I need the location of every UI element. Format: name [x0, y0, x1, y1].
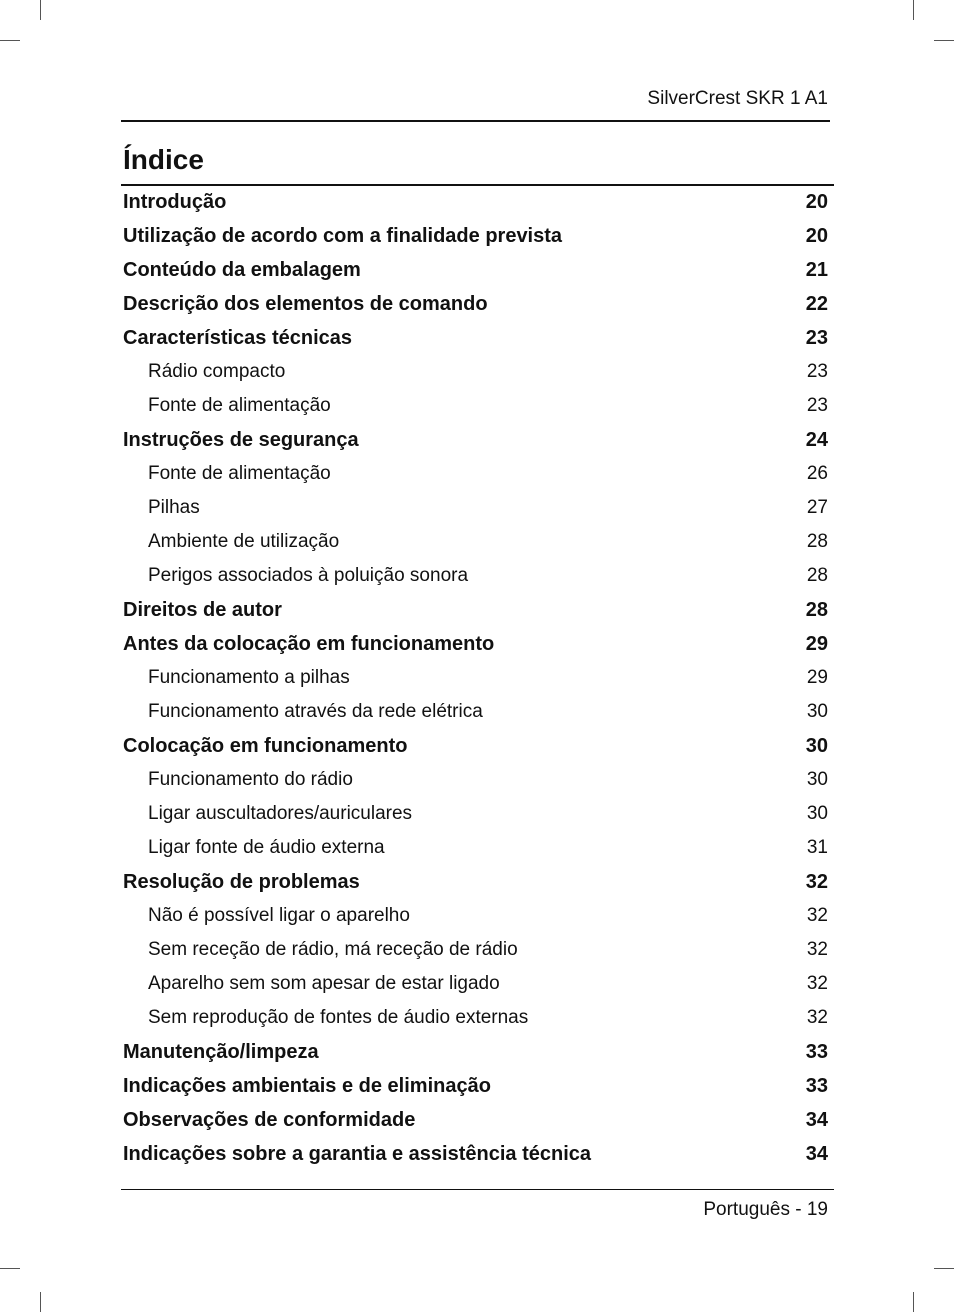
toc-subentry[interactable]: [123, 797, 828, 831]
toc-entry[interactable]: [123, 729, 828, 763]
toc-entry-label: Ambiente de utilização: [148, 531, 340, 552]
toc-entry-label: Instruções de segurança: [123, 429, 359, 451]
toc-entry-page-number: 32: [806, 973, 828, 994]
toc-subentry[interactable]: [123, 661, 828, 695]
crop-mark: [0, 40, 20, 41]
toc-entry-label: Sem receção de rádio, má receção de rádio: [148, 939, 518, 960]
toc-subentry[interactable]: [123, 967, 828, 1001]
crop-mark: [934, 40, 954, 41]
header-rule: [121, 120, 830, 122]
toc-subentry[interactable]: [123, 355, 828, 389]
toc-entry-page-number: 28: [806, 565, 828, 586]
toc-entry[interactable]: [123, 253, 828, 287]
crop-mark: [40, 1292, 41, 1312]
footer-rule: [121, 1189, 834, 1190]
toc-entry[interactable]: [123, 865, 828, 899]
toc-entry-page-number: 30: [806, 803, 828, 824]
toc-entry[interactable]: [123, 321, 828, 355]
crop-mark: [40, 0, 41, 20]
toc-entry-label: Direitos de autor: [123, 599, 282, 621]
footer-page-label: Português - 19: [703, 1199, 828, 1220]
toc-entry-page-number: 34: [805, 1109, 828, 1131]
toc-subentry[interactable]: [123, 559, 828, 593]
toc-entry[interactable]: [123, 1103, 828, 1137]
toc-entry-page-number: 33: [805, 1075, 828, 1097]
toc-entry-page-number: 28: [805, 599, 828, 621]
toc-subentry[interactable]: [123, 695, 828, 729]
toc-entry-page-number: 26: [806, 463, 828, 484]
toc-subentry[interactable]: [123, 1001, 828, 1035]
toc-entry-label: Colocação em funcionamento: [123, 735, 408, 757]
toc-entry-label: Perigos associados à poluição sonora: [148, 565, 469, 586]
toc-entry-label: Manutenção/limpeza: [123, 1041, 319, 1063]
toc-subentry[interactable]: [123, 763, 828, 797]
toc-entry-label: Indicações sobre a garantia e assistência técnica: [123, 1143, 592, 1165]
toc-entry-page-number: 24: [805, 429, 828, 451]
toc-subentry[interactable]: [123, 389, 828, 423]
toc-entry-page-number: 22: [805, 293, 828, 315]
toc-entry-page-number: 33: [805, 1041, 828, 1063]
toc-entry[interactable]: [123, 1137, 828, 1171]
crop-mark: [913, 1292, 914, 1312]
toc-entry-page-number: 27: [806, 497, 828, 518]
toc-entry-label: Utilização de acordo com a finalidade prevista: [123, 225, 563, 247]
toc-entry-label: Características técnicas: [123, 327, 353, 349]
toc-entry-label: Não é possível ligar o aparelho: [148, 905, 410, 926]
toc-entry-label: Introdução: [123, 191, 227, 213]
toc-subentry[interactable]: [123, 491, 828, 525]
toc-entry-label: Ligar auscultadores/auriculares: [148, 803, 413, 824]
toc-entry-label: Ligar fonte de áudio externa: [148, 837, 385, 858]
toc-entry-page-number: 30: [806, 769, 828, 790]
toc-subentry[interactable]: [123, 899, 828, 933]
toc-subentry[interactable]: [123, 831, 828, 865]
toc-entry[interactable]: [123, 627, 828, 661]
toc-entry-page-number: 28: [806, 531, 828, 552]
toc-entry-page-number: 23: [806, 395, 828, 416]
toc-entry-label: Indicações ambientais e de eliminação: [123, 1075, 491, 1097]
toc-entry-page-number: 32: [805, 871, 828, 893]
crop-mark: [0, 1268, 20, 1269]
toc-entry[interactable]: [123, 1069, 828, 1103]
header-product-name: SilverCrest SKR 1 A1: [647, 88, 828, 109]
toc-entry[interactable]: [123, 185, 828, 219]
page-title: Índice: [123, 144, 204, 175]
toc-entry-page-number: 23: [806, 361, 828, 382]
toc-entry-label: Descrição dos elementos de comando: [123, 293, 488, 315]
crop-mark: [934, 1268, 954, 1269]
toc-entry-label: Aparelho sem som apesar de estar ligado: [148, 973, 500, 994]
toc-entry-label: Fonte de alimentação: [148, 395, 331, 416]
toc-entry-page-number: 20: [805, 191, 828, 213]
table-of-contents: [123, 185, 828, 1171]
toc-entry-page-number: 20: [805, 225, 828, 247]
toc-entry-label: Sem reprodução de fontes de áudio externas: [148, 1007, 529, 1028]
toc-entry-page-number: 21: [805, 259, 828, 281]
toc-entry-page-number: 30: [806, 701, 828, 722]
toc-entry-label: Conteúdo da embalagem: [123, 259, 361, 281]
toc-entry-label: Funcionamento a pilhas: [148, 667, 350, 688]
toc-entry[interactable]: [123, 287, 828, 321]
toc-entry-page-number: 32: [806, 939, 828, 960]
toc-entry-label: Antes da colocação em funcionamento: [123, 633, 495, 655]
toc-entry-page-number: 32: [806, 1007, 828, 1028]
toc-entry[interactable]: [123, 593, 828, 627]
toc-entry-label: Fonte de alimentação: [148, 463, 331, 484]
toc-subentry[interactable]: [123, 525, 828, 559]
toc-entry-page-number: 29: [805, 633, 828, 655]
toc-entry-page-number: 29: [806, 667, 828, 688]
toc-entry-page-number: 23: [805, 327, 828, 349]
toc-entry-label: Funcionamento através da rede elétrica: [148, 701, 483, 722]
toc-subentry[interactable]: [123, 933, 828, 967]
toc-entry-label: Funcionamento do rádio: [148, 769, 353, 790]
toc-entry-page-number: 31: [806, 837, 828, 858]
toc-entry-label: Pilhas: [148, 497, 200, 518]
toc-entry-label: Resolução de problemas: [123, 871, 360, 893]
toc-entry-page-number: 30: [805, 735, 828, 757]
toc-entry-page-number: 32: [806, 905, 828, 926]
toc-entry-label: Observações de conformidade: [123, 1109, 416, 1131]
crop-mark: [913, 0, 914, 20]
toc-entry-label: Rádio compacto: [148, 361, 286, 382]
toc-entry[interactable]: [123, 1035, 828, 1069]
toc-entry[interactable]: [123, 423, 828, 457]
toc-subentry[interactable]: [123, 457, 828, 491]
toc-entry-page-number: 34: [805, 1143, 828, 1165]
toc-entry[interactable]: [123, 219, 828, 253]
